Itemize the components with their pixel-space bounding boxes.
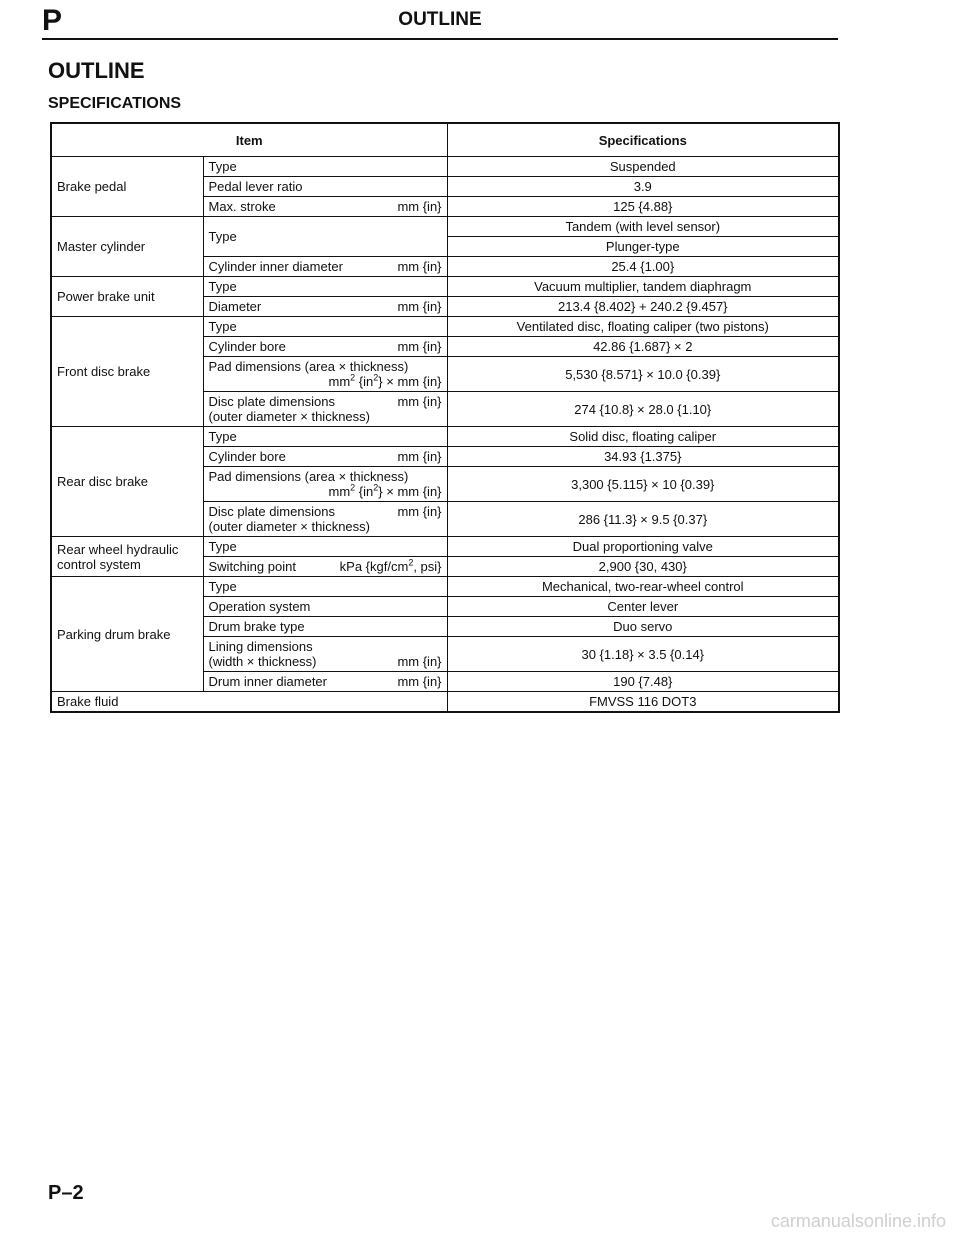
item-label: Type (203, 217, 447, 257)
group-brake-fluid: Brake fluid (51, 692, 447, 713)
item-cell (203, 467, 447, 502)
spec-value: 190 {7.48} (447, 672, 839, 692)
item-label: Cylinder inner diameter (208, 259, 343, 274)
group-brake-pedal: Brake pedal (51, 157, 203, 217)
spec-value: 213.4 {8.402} + 240.2 {9.457} (447, 297, 839, 317)
spec-value: 3.9 (447, 177, 839, 197)
item-label: Type (203, 577, 447, 597)
spec-value: Duo servo (447, 617, 839, 637)
spec-value: 274 {10.8} × 28.0 {1.10} (447, 392, 839, 427)
item-label: Drum inner diameter (208, 674, 327, 689)
unit-label: mm {in} (397, 394, 442, 409)
spec-value: 25.4 {1.00} (447, 257, 839, 277)
spec-value: Vacuum multiplier, tandem diaphragm (447, 277, 839, 297)
item-label: Diameter (208, 299, 262, 314)
spec-value: Mechanical, two-rear-wheel control (447, 577, 839, 597)
spec-value: Plunger-type (447, 237, 839, 257)
spec-value: 3,300 {5.115} × 10 {0.39} (447, 467, 839, 502)
column-header-item: Item (51, 123, 447, 157)
spec-value: Ventilated disc, floating caliper (two pistons) (447, 317, 839, 337)
unit-label: mm {in} (397, 259, 442, 274)
item-cell (203, 392, 447, 427)
unit-label: $mm^2$ $\{in^2\}$ × mm {in} (328, 482, 442, 499)
item-label: Pedal lever ratio (203, 177, 447, 197)
spec-value: 286 {11.3} × 9.5 {0.37} (447, 502, 839, 537)
item-label: Type (203, 537, 447, 557)
item-cell (203, 447, 447, 467)
table-row (51, 427, 839, 447)
spec-value: FMVSS 116 DOT3 (447, 692, 839, 713)
section-title: OUTLINE (48, 58, 145, 83)
item-label: (width × thickness) (208, 654, 317, 669)
section-letter: P (42, 4, 63, 37)
running-header-title: OUTLINE (398, 9, 482, 30)
item-label: Cylinder bore (208, 449, 286, 464)
spec-value: 2,900 {30, 430} (447, 557, 839, 577)
spec-value: 30 {1.18} × 3.5 {0.14} (447, 637, 839, 672)
item-cell (203, 257, 447, 277)
group-front-disc-brake: Front disc brake (51, 317, 203, 427)
item-label: Type (203, 157, 447, 177)
item-cell (203, 297, 447, 317)
unit-label: kPa {$kgf/cm^2$, psi} (339, 557, 442, 574)
item-cell (203, 502, 447, 537)
group-rear-disc-brake: Rear disc brake (51, 427, 203, 537)
spec-value: Tandem (with level sensor) (447, 217, 839, 237)
unit-label: mm {in} (397, 654, 442, 669)
item-cell (203, 672, 447, 692)
item-cell (203, 337, 447, 357)
item-label: Lining dimensions (208, 639, 313, 654)
item-label: Cylinder bore (208, 339, 286, 354)
item-cell (203, 357, 447, 392)
column-header-specifications: Specifications (447, 123, 839, 157)
item-label: Max. stroke (208, 199, 276, 214)
item-label: Pad dimensions (area × thickness) (208, 359, 409, 374)
subsection-title: SPECIFICATIONS (48, 95, 182, 112)
spec-value: 34.93 {1.375} (447, 447, 839, 467)
item-cell (203, 197, 447, 217)
unit-label: $mm^2$ $\{in^2\}$ × mm {in} (328, 372, 442, 389)
unit-label: mm {in} (397, 199, 442, 214)
item-label: Type (203, 277, 447, 297)
spec-value: Dual proportioning valve (447, 537, 839, 557)
spec-value: Center lever (447, 597, 839, 617)
item-label: Disc plate dimensions (208, 394, 335, 409)
header-rule (42, 38, 838, 40)
item-label: Drum brake type (203, 617, 447, 637)
item-label: Operation system (203, 597, 447, 617)
unit-label: mm {in} (397, 674, 442, 689)
group-power-brake-unit: Power brake unit (51, 277, 203, 317)
specifications-table (50, 122, 840, 713)
spec-value: Suspended (447, 157, 839, 177)
item-label: Switching point (208, 559, 296, 574)
item-label: Type (203, 317, 447, 337)
item-label: (outer diameter × thickness) (208, 519, 370, 534)
spec-value: 125 {4.88} (447, 197, 839, 217)
table-row (51, 277, 839, 297)
unit-label: mm {in} (397, 339, 442, 354)
item-label: Type (203, 427, 447, 447)
item-label: Disc plate dimensions (208, 504, 335, 519)
table-row (51, 537, 839, 557)
table-row (51, 692, 839, 713)
item-label: (outer diameter × thickness) (208, 409, 370, 424)
table-header-row (51, 123, 839, 157)
table-row (51, 157, 839, 177)
unit-label: mm {in} (397, 299, 442, 314)
table-row (51, 577, 839, 597)
unit-label: mm {in} (397, 504, 442, 519)
spec-value: 42.86 {1.687} × 2 (447, 337, 839, 357)
group-master-cylinder: Master cylinder (51, 217, 203, 277)
item-cell (203, 637, 447, 672)
table-row (51, 317, 839, 337)
spec-value: 5,530 {8.571} × 10.0 {0.39} (447, 357, 839, 392)
table-row (51, 217, 839, 237)
page-number: P–2 (48, 1182, 84, 1204)
item-label: Pad dimensions (area × thickness) (208, 469, 409, 484)
spec-value: Solid disc, floating caliper (447, 427, 839, 447)
group-rear-wheel-hydraulic: Rear wheel hydraulic control system (51, 537, 203, 577)
group-parking-drum-brake: Parking drum brake (51, 577, 203, 692)
watermark: carmanualsonline.info (770, 1211, 946, 1231)
item-cell (203, 557, 447, 577)
unit-label: mm {in} (397, 449, 442, 464)
